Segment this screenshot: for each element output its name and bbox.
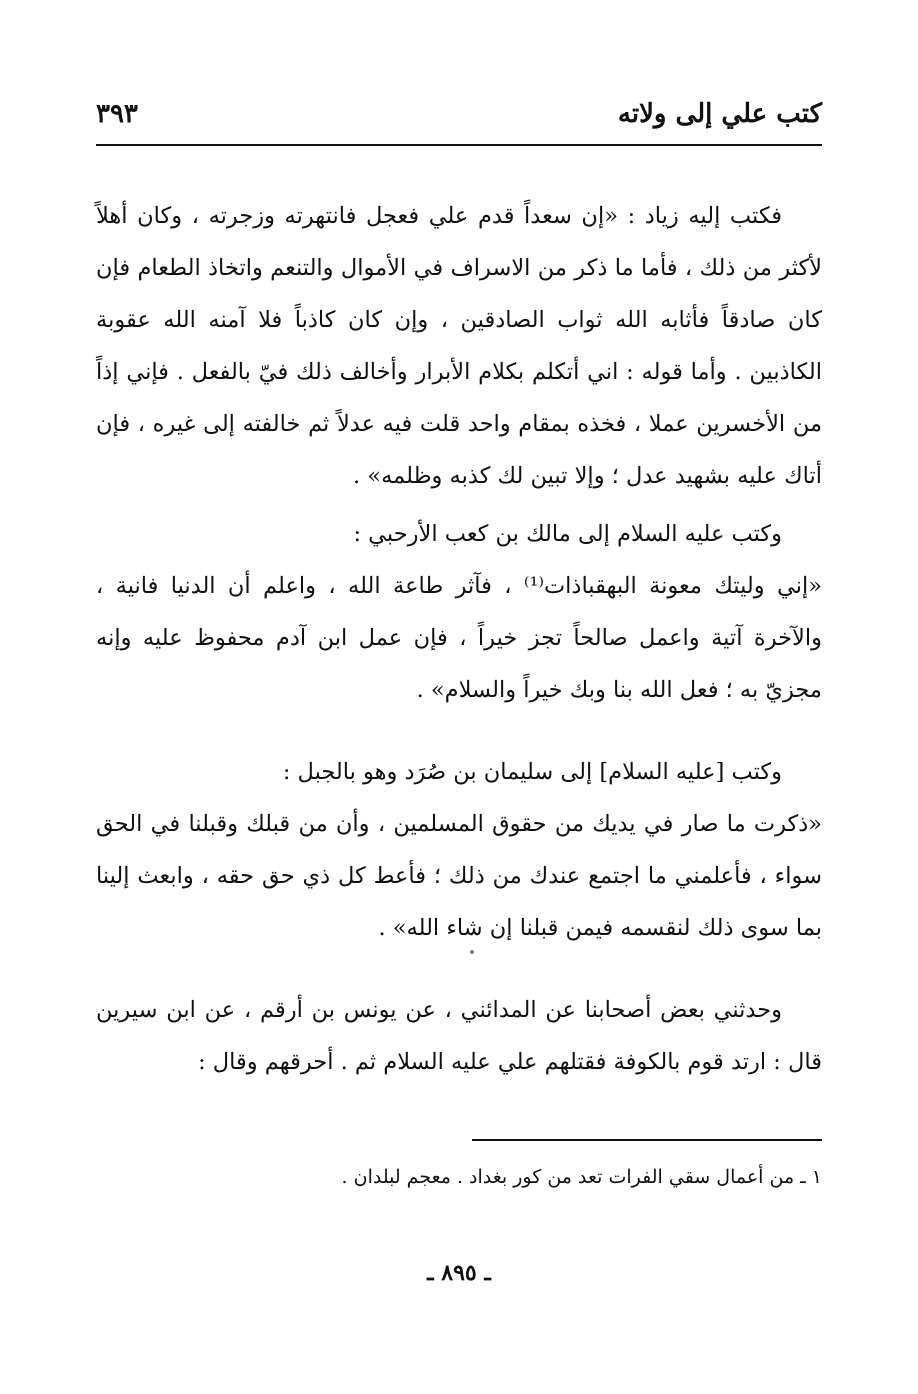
body-text [96, 190, 822, 1088]
paragraph-sulayman-intro: وكتب [عليه السلام] إلى سليمان بن صُرَد وهو بالجبل : [282, 759, 782, 785]
footnote: ١ ـ من أعمال سقي الفرات تعد من كور بغداد . معجم لبلدان . [341, 1166, 822, 1188]
paragraph-malik-intro: وكتب عليه السلام إلى مالك بن كعب الأرحبي : [353, 521, 782, 547]
header-rule [96, 144, 822, 146]
running-header [96, 84, 822, 144]
paragraph-sulayman-letter: «ذكرت ما صار في يديك من حقوق المسلمين ، وأن من قبلك وقبلنا في الحق سواء ، فأعلمني ما اجتمع عندك من ذلك ؛ فأعط كل ذي حق حقه ، وابعث إلينا بما سوى ذلك لنقسمه فيمن قبلنا إن شاء الله» . [96, 811, 822, 941]
footnote-rule [472, 1139, 822, 1141]
scan-speck [470, 950, 474, 954]
page-number: ٣٩٣ [96, 99, 138, 129]
folio-number: ـ ٨٩٥ ـ [427, 1260, 491, 1286]
chapter-title: كتب علي إلى ولاته [617, 99, 822, 129]
paragraph-madaini-report: وحدثني بعض أصحابنا عن المدائني ، عن يونس بن أرقم ، عن ابن سيرين قال : ارتد قوم بالكوفة فقتلهم علي عليه السلام ثم . أحرقهم وقال : [96, 997, 822, 1075]
paragraph-malik-letter: «إني وليتك معونة البهقباذات⁽¹⁾ ، فآثر طاعة الله ، واعلم أن الدنيا فانية ، والآخرة آتية واعمل صالحاً تجز خيراً ، فإن عمل ابن آدم محفوظ عليه وإنه مجزيّ به ؛ فعل الله بنا وبك خيراً والسلام» . [96, 573, 822, 703]
paragraph-ziyad-letter: فكتب إليه زياد : «إن سعداً قدم علي فعجل فانتهرته وزجرته ، وكان أهلاً لأكثر من ذلك ، فأما ما ذكر من الاسراف في الأموال والتنعم واتخاذ الطعام فإن كان صادقاً فأثابه الله ثواب الصادقين ، وإن كان كاذباً فلا آمنه الله عقوبة الكاذبين . وأما قوله : اني أتكلم بكلام الأبرار وأخالف ذلك فيّ بالفعل . فإني إذاً من الأخسرين عملا ، فخذه بمقام واحد قلت فيه عدلاً ثم خالفته إلى غيره ، فإن أتاك عليه بشهيد عدل ؛ وإلا تبين لك كذبه وظلمه» . [96, 203, 822, 489]
